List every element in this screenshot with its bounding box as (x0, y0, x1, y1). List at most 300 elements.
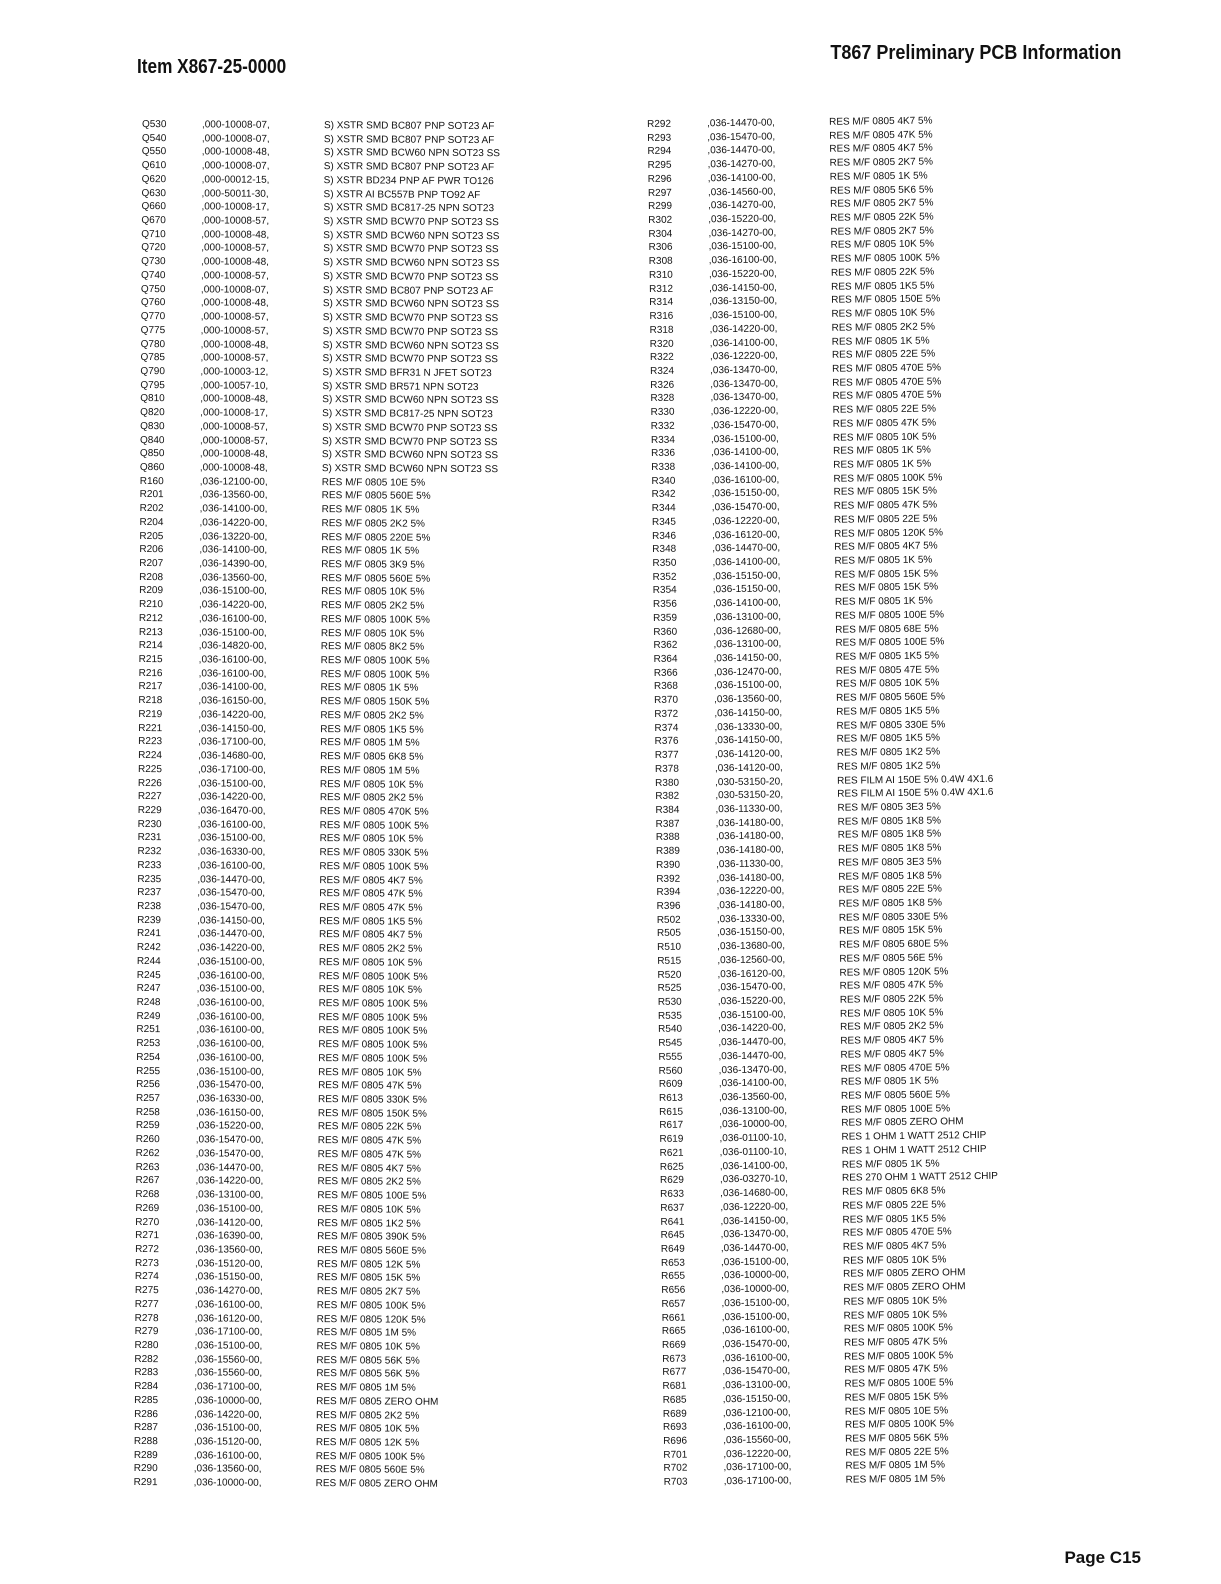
part-ref: R259 (135, 1120, 160, 1132)
part-ref: R621 (659, 1147, 684, 1159)
part-description: RES M/F 0805 100K 5% (318, 1025, 428, 1038)
part-ref: Q790 (140, 365, 165, 378)
part-description: RES M/F 0805 330E 5% (836, 719, 946, 732)
part-ref: R342 (651, 489, 676, 501)
part-description: RES M/F 0805 100E 5% (835, 609, 945, 622)
part-code: ,036-10000-00, (193, 1477, 262, 1489)
part-description: RES M/F 0805 1K5 5% (320, 723, 424, 736)
part-description: RES M/F 0805 1K5 5% (319, 915, 423, 928)
part-description: RES M/F 0805 330K 5% (319, 847, 429, 859)
part-code: ,036-13470-00, (720, 1228, 789, 1241)
part-ref: R282 (134, 1353, 159, 1365)
part-description: RES M/F 0805 100K 5% (320, 613, 430, 626)
part-description: RES M/F 0805 4K7 5% (319, 874, 423, 887)
part-ref: R525 (657, 982, 682, 995)
part-ref: R208 (139, 571, 164, 583)
part-ref: R244 (136, 955, 161, 967)
part-code: ,036-12470-00, (713, 666, 782, 678)
part-description: RES M/F 0805 1M 5% (845, 1473, 946, 1486)
part-ref: Q780 (140, 338, 166, 350)
part-ref: R380 (655, 777, 680, 789)
part-code: ,036-15100-00, (717, 1009, 786, 1021)
part-description: RES M/F 0805 22E 5% (842, 1199, 946, 1212)
part-code: ,036-13560-00, (199, 572, 268, 584)
part-description: RES M/F 0805 47K 5% (317, 1148, 422, 1161)
part-description: RES M/F 0805 15K 5% (833, 485, 938, 499)
part-code: ,036-15470-00, (710, 419, 779, 432)
part-ref: R284 (134, 1381, 159, 1393)
part-ref: R394 (656, 886, 681, 899)
part-description: RES M/F 0805 22E 5% (845, 1446, 949, 1459)
part-row (664, 1472, 1002, 1490)
part-code: ,036-15560-00, (194, 1354, 263, 1366)
part-description: RES M/F 0805 4K7 5% (317, 1162, 422, 1175)
part-code: ,036-14100-00, (199, 544, 268, 557)
part-ref: R384 (655, 804, 680, 816)
part-ref: R677 (662, 1367, 687, 1379)
part-description: RES M/F 0805 10K 5% (318, 956, 423, 969)
part-code: ,036-14180-00, (715, 830, 784, 843)
part-code: ,036-14470-00, (712, 542, 781, 555)
part-ref: Q760 (140, 297, 166, 309)
part-description: RES M/F 0805 47E 5% (835, 664, 940, 677)
part-description: RES M/F 0805 1K 5% (840, 1075, 939, 1089)
part-code: ,036-14100-00, (719, 1159, 788, 1172)
part-description: RES M/F 0805 560E 5% (840, 1089, 950, 1102)
part-code: ,000-10008-57, (201, 242, 270, 255)
part-description: RES M/F 0805 1K5 5% (835, 650, 940, 663)
part-ref: R360 (653, 626, 678, 638)
part-code: ,036-14820-00, (198, 640, 267, 653)
part-ref: Q530 (141, 118, 167, 131)
part-ref: R665 (661, 1325, 686, 1338)
part-description: S) XSTR SMD BCW60 NPN SOT23 SS (323, 257, 500, 270)
part-code: ,000-10008-48, (200, 297, 269, 310)
part-code: ,036-14120-00, (195, 1216, 264, 1229)
part-description: RES M/F 0805 10K 5% (317, 1203, 421, 1216)
part-description: RES M/F 0805 680E 5% (839, 938, 949, 951)
part-description: RES M/F 0805 3K9 5% (321, 559, 425, 571)
part-code: ,036-16100-00, (198, 668, 267, 680)
part-description: RES M/F 0805 10K 5% (843, 1308, 948, 1322)
part-ref: R653 (660, 1257, 685, 1269)
part-description: RES M/F 0805 100K 5% (318, 1039, 428, 1051)
part-description: RES M/F 0805 560E 5% (321, 490, 431, 503)
part-code: ,036-15470-00, (197, 901, 266, 913)
part-description: S) XSTR SMD BCW70 PNP SOT23 SS (322, 325, 499, 338)
part-code: ,036-13560-00, (718, 1091, 787, 1104)
part-code: ,000-10003-12, (200, 366, 269, 378)
part-ref: R230 (137, 818, 162, 830)
part-ref: R218 (138, 695, 163, 707)
part-ref: R356 (652, 598, 677, 611)
part-code: ,036-14470-00, (718, 1050, 787, 1063)
part-code: ,000-10008-57, (200, 311, 269, 323)
part-ref: R669 (661, 1339, 686, 1351)
part-ref: R364 (653, 653, 678, 665)
part-ref: R535 (657, 1010, 682, 1022)
part-code: ,036-15100-00, (198, 626, 267, 639)
part-code: ,036-16100-00, (194, 1299, 263, 1311)
part-ref: R290 (133, 1463, 158, 1475)
part-code: ,036-15100-00, (196, 1065, 265, 1078)
part-description: RES M/F 0805 22K 5% (317, 1121, 422, 1134)
part-description: RES M/F 0805 100K 5% (833, 472, 943, 485)
part-description: RES M/F 0805 120K 5% (316, 1313, 426, 1326)
part-ref: R278 (134, 1312, 159, 1324)
part-description: S) XSTR SMD BC817-25 NPN SOT23 (323, 202, 495, 215)
part-code: ,036-15100-00, (196, 983, 265, 996)
part-ref: R545 (658, 1037, 683, 1050)
part-ref: R540 (658, 1024, 683, 1036)
part-ref: R260 (135, 1134, 160, 1146)
part-code: ,036-12220-00, (709, 350, 778, 363)
part-description: RES M/F 0805 ZERO OHM (316, 1395, 439, 1408)
part-description: RES M/F 0805 1K 5% (841, 1158, 940, 1171)
part-ref: R515 (657, 955, 682, 967)
part-description: RES 270 OHM 1 WATT 2512 CHIP (841, 1171, 999, 1185)
part-ref: R238 (137, 900, 162, 913)
part-ref: R645 (660, 1229, 685, 1242)
part-ref: R703 (663, 1476, 688, 1489)
part-description: RES M/F 0805 47K 5% (832, 417, 937, 430)
part-description: RES M/F 0805 12K 5% (315, 1437, 420, 1449)
part-description: RES M/F 0805 100K 5% (320, 668, 430, 681)
part-ref: R502 (656, 914, 681, 926)
part-code: ,000-10008-48, (201, 146, 270, 159)
part-description: S) XSTR SMD BC817-25 NPN SOT23 (322, 408, 493, 421)
part-ref: Q540 (141, 132, 167, 144)
part-ref: R359 (653, 612, 678, 624)
part-description: S) XSTR SMD BCW70 PNP SOT23 SS (322, 312, 499, 325)
part-code: ,036-15100-00, (195, 1203, 264, 1215)
part-description: RES M/F 0805 10K 5% (830, 238, 935, 252)
part-code: ,036-16120-00, (194, 1312, 263, 1325)
part-code: ,036-14100-00, (718, 1077, 787, 1090)
part-description: RES M/F 0805 2K7 5% (829, 156, 934, 169)
part-code: ,036-12220-00, (723, 1448, 792, 1460)
part-description: RES FILM AI 150E 5% 0.4W 4X1.6 (837, 773, 994, 787)
part-ref: R224 (138, 750, 163, 762)
part-description: RES M/F 0805 100E 5% (841, 1103, 951, 1116)
part-ref: R649 (660, 1243, 685, 1255)
part-code: ,036-15100-00, (709, 309, 778, 322)
part-code: ,036-14680-00, (198, 750, 266, 762)
part-description: RES M/F 0805 100K 5% (318, 1052, 428, 1065)
part-description: RES M/F 0805 560E 5% (836, 691, 946, 704)
part-description: RES M/F 0805 1K8 5% (838, 869, 942, 883)
part-code: ,036-16330-00, (197, 846, 266, 858)
part-code: ,036-14680-00, (720, 1187, 789, 1200)
part-code: ,036-13100-00, (713, 611, 782, 624)
part-ref: R308 (648, 255, 673, 268)
part-code: ,036-14100-00, (199, 503, 268, 515)
part-ref: R267 (135, 1175, 160, 1187)
part-code: ,036-14100-00, (712, 556, 781, 569)
part-code: ,036-15560-00, (723, 1434, 792, 1447)
part-ref: Q830 (140, 420, 165, 432)
part-ref: R316 (649, 310, 674, 323)
part-code: ,036-15100-00, (721, 1297, 790, 1309)
part-ref: R223 (138, 736, 163, 748)
part-ref: R324 (650, 365, 675, 377)
part-description: RES M/F 0805 120K 5% (839, 965, 949, 979)
part-code: ,036-16100-00, (193, 1450, 262, 1462)
part-description: RES M/F 0805 1M 5% (316, 1327, 417, 1339)
part-ref: R205 (139, 530, 164, 542)
part-code: ,000-10008-48, (200, 393, 269, 406)
part-ref: R376 (654, 736, 679, 748)
part-code: ,036-15150-00, (712, 570, 781, 582)
part-code: ,036-14120-00, (714, 762, 783, 774)
part-ref: R269 (135, 1202, 160, 1214)
part-code: ,036-14180-00, (716, 899, 785, 912)
part-code: ,000-10008-57, (200, 421, 268, 433)
part-code: ,036-12100-00, (722, 1406, 791, 1419)
part-code: ,036-14220-00, (196, 942, 265, 954)
part-ref: R396 (656, 900, 681, 912)
part-ref: R689 (662, 1408, 687, 1420)
part-code: ,000-10008-48, (199, 462, 268, 474)
page-number: Page C15 (1064, 1548, 1141, 1567)
part-ref: R310 (648, 269, 673, 281)
part-ref: R204 (139, 516, 164, 528)
part-description: S) XSTR SMD BCW70 PNP SOT23 SS (323, 271, 499, 284)
part-code: ,036-15100-00, (197, 832, 266, 845)
part-description: RES M/F 0805 15K 5% (316, 1272, 421, 1285)
part-description: S) XSTR SMD BCW70 PNP SOT23 SS (321, 435, 498, 448)
part-description: RES M/F 0805 560E 5% (317, 1245, 427, 1257)
part-ref: R219 (138, 708, 163, 721)
part-ref: R685 (662, 1394, 687, 1406)
part-ref: R216 (138, 667, 163, 679)
part-ref: Q785 (140, 352, 166, 364)
part-code: ,036-15120-00, (194, 1258, 263, 1270)
part-description: RES M/F 0805 1K2 5% (836, 760, 941, 773)
part-code: ,036-16150-00, (195, 1107, 264, 1119)
part-code: ,036-14150-00, (720, 1214, 789, 1227)
part-ref: R263 (135, 1161, 160, 1173)
part-ref: R346 (652, 530, 677, 542)
part-code: ,036-14150-00, (198, 722, 267, 735)
part-ref: R657 (661, 1298, 686, 1310)
part-description: RES M/F 0805 10K 5% (319, 778, 424, 791)
part-description: RES M/F 0805 560E 5% (315, 1464, 425, 1477)
part-code: ,036-13470-00, (710, 364, 778, 377)
part-description: RES M/F 0805 100K 5% (316, 1299, 426, 1312)
parts-list-right (647, 114, 1002, 1490)
part-code: ,036-14270-00, (708, 199, 776, 212)
part-ref: R392 (656, 873, 681, 885)
part-code: ,036-13100-00, (722, 1379, 791, 1392)
part-description: RES M/F 0805 1K5 5% (831, 280, 935, 293)
part-ref: R326 (650, 379, 675, 391)
part-ref: R299 (648, 201, 673, 213)
part-description: RES M/F 0805 1K5 5% (836, 732, 941, 746)
part-code: ,036-15470-00, (195, 1134, 264, 1146)
part-ref: R272 (135, 1243, 160, 1256)
part-description: RES M/F 0805 22E 5% (838, 883, 942, 896)
part-ref: R328 (650, 393, 675, 405)
part-description: RES M/F 0805 12K 5% (316, 1258, 421, 1271)
part-code: ,036-13100-00, (713, 638, 782, 651)
part-description: RES M/F 0805 10K 5% (318, 1066, 422, 1079)
part-code: ,036-16100-00, (196, 997, 265, 1009)
part-ref: R701 (663, 1449, 688, 1461)
part-description: RES M/F 0805 3E3 5% (837, 801, 941, 814)
part-ref: R242 (136, 942, 161, 954)
part-ref: R201 (139, 489, 164, 501)
part-ref: R285 (134, 1394, 159, 1406)
part-ref: R292 (647, 118, 672, 130)
part-ref: R287 (133, 1422, 158, 1434)
part-description: RES 1 OHM 1 WATT 2512 CHIP (841, 1130, 987, 1143)
part-code: ,036-14470-00, (196, 928, 265, 941)
part-ref: R619 (659, 1133, 684, 1146)
part-description: RES M/F 0805 6K8 5% (320, 751, 424, 763)
part-ref: R273 (134, 1257, 159, 1269)
part-ref: R291 (133, 1477, 158, 1489)
part-description: S) XSTR SMD BCW60 NPN SOT23 SS (322, 394, 499, 407)
part-code: ,000-10008-57, (200, 325, 269, 337)
part-code: ,036-15150-00, (716, 926, 785, 939)
part-code: ,036-15220-00, (717, 995, 786, 1008)
part-description: RES M/F 0805 56K 5% (316, 1354, 420, 1367)
part-ref: R656 (661, 1284, 686, 1297)
part-ref: R209 (139, 585, 164, 597)
part-ref: R235 (137, 873, 162, 885)
part-ref: R202 (139, 503, 164, 515)
part-description: RES M/F 0805 330K 5% (317, 1094, 427, 1106)
part-ref: Q720 (141, 242, 166, 254)
part-description: S) XSTR SMD BCW70 PNP SOT23 SS (323, 216, 499, 229)
part-ref: R258 (135, 1106, 160, 1118)
part-code: ,036-14100-00, (711, 460, 780, 473)
part-description: RES M/F 0805 100K 5% (315, 1450, 425, 1463)
part-code: ,000-00012-15, (201, 174, 270, 186)
part-description: S) XSTR SMD BCW60 NPN SOT23 SS (322, 339, 499, 352)
part-code: ,036-16120-00, (717, 967, 786, 980)
part-ref: R673 (662, 1353, 687, 1365)
part-ref: R344 (651, 502, 676, 515)
part-description: RES M/F 0805 10K 5% (831, 307, 935, 320)
part-ref: R629 (659, 1174, 684, 1187)
part-description: RES M/F 0805 2K2 5% (321, 517, 425, 530)
part-description: RES M/F 0805 470E 5% (832, 389, 942, 403)
part-ref: R206 (139, 544, 164, 556)
part-code: ,036-12220-00, (711, 515, 780, 528)
part-description: RES M/F 0805 560E 5% (321, 572, 431, 585)
part-description: RES M/F 0805 8K2 5% (320, 641, 425, 654)
part-description: RES M/F 0805 10K 5% (316, 1341, 420, 1353)
part-code: ,036-15150-00, (712, 583, 781, 596)
part-code: ,000-10008-07, (201, 160, 270, 172)
part-ref: Q620 (141, 173, 167, 186)
part-ref: R254 (136, 1051, 161, 1064)
part-description: RES M/F 0805 ZERO OHM (315, 1478, 438, 1490)
part-ref: R617 (659, 1120, 684, 1132)
part-ref: R338 (651, 461, 676, 473)
part-ref: R387 (655, 818, 680, 830)
part-description: RES M/F 0805 1K 5% (834, 595, 933, 608)
part-code: ,036-15470-00, (196, 1079, 264, 1092)
part-ref: R217 (138, 681, 163, 693)
part-description: RES M/F 0805 1K2 5% (836, 746, 941, 759)
part-ref: R510 (657, 941, 682, 954)
part-description: RES M/F 0805 10K 5% (839, 1007, 944, 1020)
part-code: ,000-10008-17, (201, 201, 270, 214)
part-description: RES M/F 0805 22E 5% (833, 513, 938, 526)
part-description: RES M/F 0805 330E 5% (838, 911, 948, 924)
part-code: ,036-12680-00, (713, 624, 782, 637)
part-ref: Q740 (141, 269, 166, 282)
part-code: ,036-13470-00, (710, 391, 779, 404)
part-code: ,036-16100-00, (196, 969, 265, 982)
part-code: ,036-13150-00, (709, 295, 778, 308)
part-ref: Q660 (141, 201, 166, 213)
part-code: ,036-14220-00, (197, 791, 266, 803)
part-code: ,036-14180-00, (715, 844, 784, 857)
part-ref: R314 (649, 297, 674, 309)
part-description: RES FILM AI 150E 5% 0.4W 4X1.6 (837, 787, 994, 800)
part-code: ,036-14180-00, (716, 871, 785, 884)
part-code: ,036-15100-00, (708, 240, 777, 253)
part-description: RES M/F 0805 68E 5% (835, 623, 939, 636)
part-description: RES M/F 0805 10K 5% (315, 1423, 420, 1435)
part-description: RES M/F 0805 100K 5% (319, 819, 429, 832)
part-code: ,036-15100-00, (194, 1340, 263, 1352)
part-code: ,036-16100-00, (196, 1038, 265, 1050)
part-code: ,036-13470-00, (718, 1063, 787, 1076)
part-ref: R279 (134, 1326, 159, 1338)
part-code: ,036-14220-00, (718, 1022, 787, 1035)
part-code: ,036-15470-00, (717, 981, 786, 994)
part-description: RES M/F 0805 47K 5% (319, 888, 423, 900)
part-ref: R330 (650, 406, 675, 419)
part-code: ,036-15560-00, (194, 1367, 263, 1380)
part-ref: R241 (136, 928, 161, 940)
part-ref: Q550 (141, 146, 167, 158)
part-row (134, 1476, 492, 1492)
part-ref: R280 (134, 1339, 159, 1352)
part-code: ,036-14100-00, (709, 336, 778, 349)
part-ref: R257 (135, 1093, 160, 1105)
part-description: RES M/F 0805 10K 5% (318, 984, 423, 997)
part-ref: R296 (647, 173, 672, 185)
part-code: ,036-16100-00, (196, 1024, 265, 1037)
part-code: ,036-16390-00, (195, 1230, 264, 1242)
part-description: RES M/F 0805 1K 5% (321, 504, 420, 516)
part-ref: Q630 (141, 187, 167, 199)
part-ref: R288 (133, 1435, 158, 1448)
part-ref: Q775 (140, 324, 166, 336)
part-code: ,036-15220-00, (195, 1120, 264, 1133)
part-description: RES M/F 0805 2K2 5% (318, 943, 423, 955)
part-ref: R362 (653, 639, 678, 652)
part-code: ,036-13680-00, (717, 940, 786, 953)
part-description: RES M/F 0805 4K7 5% (840, 1048, 944, 1061)
part-code: ,036-12220-00, (716, 885, 785, 898)
part-description: RES M/F 0805 1K 5% (831, 335, 930, 348)
part-description: RES M/F 0805 22E 5% (831, 348, 936, 361)
part-ref: R520 (657, 969, 682, 981)
part-ref: R271 (135, 1230, 160, 1242)
part-ref: R227 (137, 791, 162, 803)
part-ref: R293 (647, 132, 672, 144)
part-ref: R283 (134, 1367, 159, 1379)
part-code: ,036-13100-00, (195, 1189, 264, 1201)
part-code: ,036-03270-10, (719, 1173, 788, 1186)
